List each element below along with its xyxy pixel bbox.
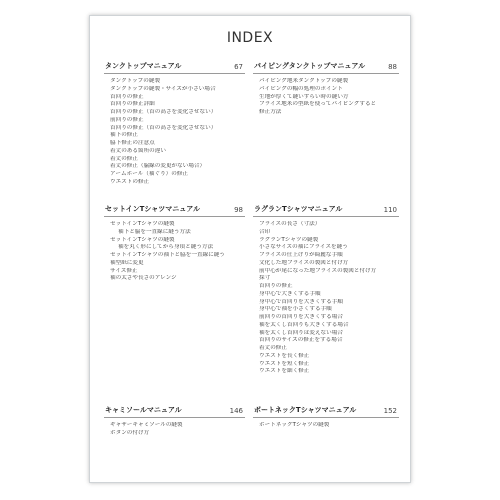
index-entry: ギャザーキャミソールの縫製 <box>110 422 183 428</box>
section-camisole <box>104 405 245 438</box>
index-entry: 合印 <box>259 228 271 235</box>
section-items <box>253 78 399 117</box>
section-items <box>104 78 245 187</box>
index-entry: 身中心で首回りを大きくする手順 <box>259 298 343 305</box>
section-header <box>253 405 399 418</box>
section-items <box>253 221 399 376</box>
index-entry: 首回りの修正 <box>110 93 144 100</box>
index-entry: 袖を太くし首回りは変えない場合 <box>259 329 343 336</box>
index-entry: ウエストを短く修正 <box>259 360 310 367</box>
index-entry: 袖の太さや長さのアレンジ <box>110 275 177 282</box>
index-entry: タンクトップの縫製・サイズが小さい場合 <box>110 85 216 92</box>
index-entry: 前回りの首回りを大きくする場合 <box>259 314 343 320</box>
index-entry: セットインTシャツの縫製 <box>110 221 175 227</box>
section-piping-tanktop <box>253 61 399 117</box>
section-page-number: 88 <box>388 63 397 71</box>
section-title: ボートネックTシャツマニュアル <box>254 406 357 414</box>
section-page-number: 146 <box>229 407 243 415</box>
index-entry: サイズ修正 <box>110 267 138 274</box>
index-entry: 小さなサイズの袖にフライスを縫う <box>259 244 348 251</box>
index-entry: 着丈の修正 <box>110 155 138 162</box>
index-entry: 袖を丸く形にしてから身頃と縫う方法 <box>118 244 214 251</box>
section-items <box>104 422 245 438</box>
index-entry: ウエストの修正 <box>110 178 150 185</box>
index-entry: 身中心で袖を小さくする手順 <box>259 306 332 313</box>
index-entry: 修正方法 <box>259 109 282 115</box>
section-title: ラグランTシャツマニュアル <box>254 205 343 213</box>
index-entry: 身中心で大きくする手順 <box>259 290 321 297</box>
index-entry: 袖下と脇を一直線に縫う方法 <box>118 228 191 235</box>
index-page <box>89 15 411 483</box>
section-title: パイピングタンクトップマニュアル <box>254 62 366 70</box>
index-entry: 着丈の修正（脇線の変更がない場合） <box>110 163 206 170</box>
index-entry: 首回りの修正（首の高さを変化させない） <box>110 124 217 131</box>
index-entry: タンクトップの縫製 <box>110 78 161 84</box>
index-entry: 脇下修正の注意点 <box>110 140 155 146</box>
section-items <box>104 221 245 283</box>
section-tanktop <box>104 61 245 187</box>
index-entry: セットインTシャツの袖下と脇を一直線に縫う <box>110 252 225 258</box>
section-page-number: 110 <box>383 206 397 214</box>
section-raglan-tshirt <box>253 204 399 376</box>
index-entry: 袖下の修正 <box>110 132 138 139</box>
index-entry: セットインTシャツの縫製 <box>110 236 175 243</box>
section-header <box>253 61 399 74</box>
index-entry: パイピング地米タンクトップの縫製 <box>259 78 349 84</box>
index-entry: 着丈の修正 <box>259 345 287 351</box>
index-entry: 首回りの修正（首の高さを変化させない） <box>110 109 217 115</box>
section-page-number: 152 <box>383 407 397 415</box>
index-entry: フライス地米の型紙を使ってパイピングすると <box>259 101 377 108</box>
index-entry: 採寸 <box>259 275 271 282</box>
section-page-number: 67 <box>234 63 243 71</box>
index-entry: フライスの仕上げりが綺麗な手順 <box>259 252 343 258</box>
index-entry: パイピングの幅の処理のポイント <box>259 85 343 92</box>
section-title: タンクトップマニュアル <box>105 62 182 70</box>
page-title: INDEX <box>226 30 274 46</box>
section-items <box>253 422 399 430</box>
section-boatneck-tshirt <box>253 405 399 430</box>
section-header <box>253 204 399 217</box>
index-entry: 首回りのサイズの修正をする場合 <box>259 337 343 344</box>
section-title: キャミソールマニュアル <box>105 406 182 414</box>
index-entry: 袖型紙に変更 <box>110 259 144 266</box>
index-entry: 前回りの修正 <box>110 116 144 123</box>
index-entry: 文化した地フライスの製図と付け方 <box>259 259 349 266</box>
section-page-number: 98 <box>234 206 243 214</box>
section-header <box>104 204 245 217</box>
section-title: セットインTシャツマニュアル <box>105 205 201 213</box>
index-entry: 袖を太くし首回りも大きくする場合 <box>259 321 349 328</box>
section-setin-tshirt <box>104 204 245 283</box>
index-entry: ラグランTシャツの縫製 <box>259 236 319 243</box>
index-entry: 着丈のある箇所の違い <box>110 147 166 154</box>
index-entry: ウエストを長く修正 <box>259 352 310 359</box>
section-header <box>104 61 245 74</box>
index-entry: 前中心が尾になった地フライスの製図と付け方 <box>259 267 377 274</box>
index-entry: ウエストを細く修正 <box>259 368 310 375</box>
index-entry: ボートネックTシャツの縫製 <box>259 422 330 428</box>
index-entry: ボタンの付け方 <box>110 429 150 436</box>
section-header <box>104 405 245 418</box>
index-entry: 首回りの修正詳細 <box>110 101 155 108</box>
index-entry: フライスの長さ（寸法） <box>259 221 321 227</box>
index-entry: アームホール（袖ぐり）の修正 <box>110 171 189 177</box>
index-entry: 生地が厚くて縫いずらい時の縫い方 <box>259 93 349 100</box>
index-entry: 首回りの修正 <box>259 283 293 289</box>
